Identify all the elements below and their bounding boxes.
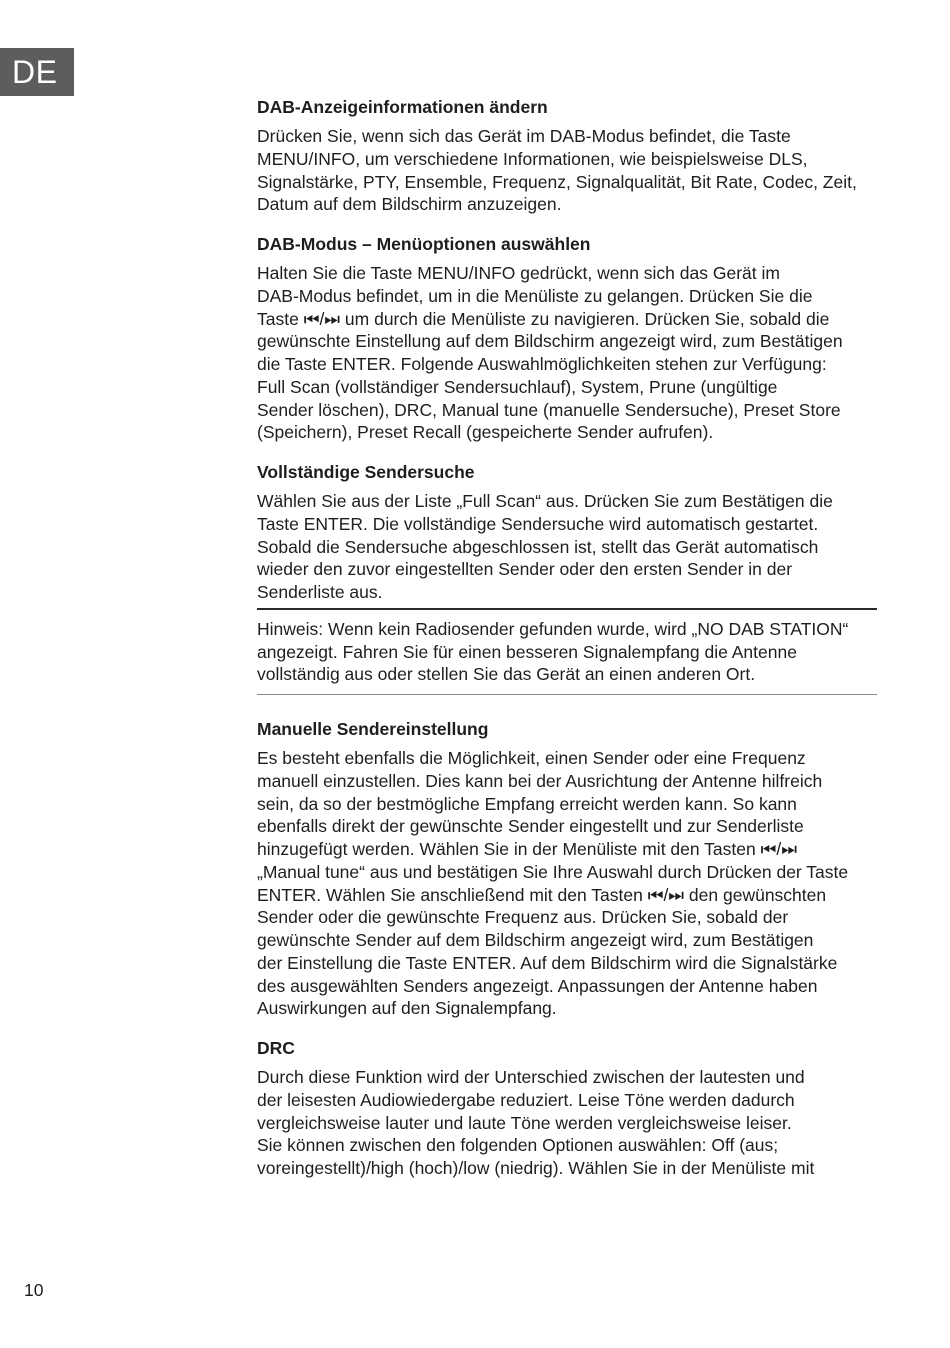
- section-heading: DAB-Modus – Menüoptionen auswählen: [257, 234, 591, 254]
- note-text: Hinweis: Wenn kein Radiosender gefunden wurde, wird „NO DAB STATION“ angezeigt. Fahren Sie für einen besseren Signalempfang die Antenne vollständig aus oder stellen Sie das Gerät an einen anderen Ort.: [257, 618, 849, 685]
- section-heading: Vollständige Sendersuche: [257, 462, 475, 482]
- section-heading: DAB-Anzeigeinformationen ändern: [257, 97, 548, 117]
- section-menu-options: [257, 233, 877, 444]
- section-body: Wählen Sie aus der Liste „Full Scan“ aus. Drücken Sie zum Bestätigen die Taste ENTER. Die vollständige Sendersuche wird automatisch gestartet. Sobald die Sendersuche abgeschlossen ist, stellt das Gerät automatisch wieder den zuvor eingestellten Sender oder den ersten Sender in der Senderliste aus.: [257, 491, 833, 602]
- section-drc: [257, 1037, 877, 1180]
- section-body: Es besteht ebenfalls die Möglichkeit, einen Sender oder eine Frequenz manuell einzustellen. Dies kann bei der Ausrichtung der Antenne hilfreich sein, da so der bestmögliche Empfang erreicht werden kann. So kann ebenfalls direkt der gewünschte Sender eingestellt und zur Senderliste hinzugefügt werden. Wählen Sie in der Menüliste mit den Tasten ⏮/⏭ „Manual tune“ aus und bestätigen Sie Ihre Auswahl durch Drücken der Taste ENTER. Wählen Sie anschließend mit den Tasten ⏮/⏭ den gewünschten Sender oder die gewünschte Frequenz aus. Drücken Sie, sobald der gewünschte Sender auf dem Bildschirm angezeigt wird, zum Bestätigen der Einstellung die Taste ENTER. Auf dem Bildschirm wird die Signalstärke des ausgewählten Senders angezeigt. Anpassungen der Antenne haben Auswirkungen auf den Signalempfang.: [257, 748, 849, 1019]
- language-tab: DE: [0, 48, 74, 96]
- section-display-info: [257, 96, 877, 216]
- section-body: Durch diese Funktion wird der Unterschied zwischen der lautesten und der leisesten Audiowiedergabe reduziert. Leise Töne werden dadurch vergleichsweise lauter und laute Töne werden vergleichsweise leiser. Sie können zwischen den folgenden Optionen auswählen: Off (aus; voreingestellt)/high (hoch)/low (niedrig). Wählen Sie in der Menüliste mit: [257, 1067, 815, 1178]
- section-full-scan: [257, 461, 877, 604]
- section-heading: DRC: [257, 1038, 295, 1058]
- document-body: [257, 96, 877, 1197]
- section-body: Halten Sie die Taste MENU/INFO gedrückt, wenn sich das Gerät im DAB-Modus befindet, um in die Menüliste zu gelangen. Drücken Sie die Taste ⏮/⏭ um durch die Menüliste zu navigieren. Drücken Sie, sobald die gewünschte Einstellung auf dem Bildschirm angezeigt wird, zum Bestätigen die Taste ENTER. Folgende Auswahlmöglichkeiten stehen zur Verfügung: Full Scan (vollständiger Sendersuchlauf), System, Prune (ungültige Sender löschen), DRC, Manual tune (manuelle Sendersuche), Preset Store (Speichern), Preset Recall (gespeicherte Sender aufrufen).: [257, 263, 843, 443]
- note-box: [257, 608, 877, 695]
- section-heading: Manuelle Sendereinstellung: [257, 719, 489, 739]
- section-body: Drücken Sie, wenn sich das Gerät im DAB-Modus befindet, die Taste MENU/INFO, um verschiedene Informationen, wie beispielsweise DLS, Signalstärke, PTY, Ensemble, Frequenz, Signalqualität, Bit Rate, Codec, Zeit, Datum auf dem Bildschirm anzuzeigen.: [257, 126, 857, 215]
- page-number: 10: [24, 1280, 44, 1300]
- section-manual-tune: [257, 718, 877, 1020]
